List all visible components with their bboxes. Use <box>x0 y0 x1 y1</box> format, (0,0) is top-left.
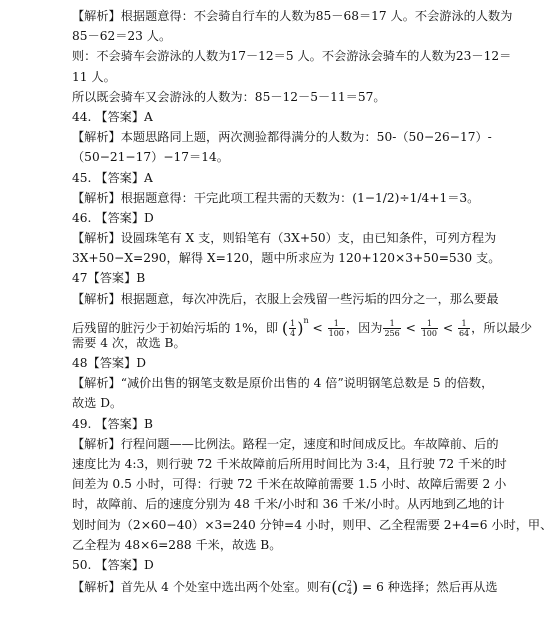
fraction: $\frac{1}{100}$ <box>328 318 344 338</box>
text-segment: 后残留的脏污少于初始污垢的 1%，即 <box>72 320 279 335</box>
text-line: 故选 D。 <box>72 396 123 411</box>
text-line: 划时间为（2×60−40）×3=240 分钟=4 小时，则甲、乙全程需要 2+4=6 小时，甲、 <box>72 517 552 532</box>
paren-open: ( <box>331 577 338 597</box>
text-segment: = 6 种选择；然后再从选 <box>358 580 498 595</box>
paren-open: ( <box>281 318 289 338</box>
less-than: < <box>442 320 454 335</box>
text-line: 速度比为 4:3，则行驶 72 千米故障前后所用时间比为 3:4，且行驶 72 千米的时 <box>72 456 507 471</box>
exponent-n: n <box>303 315 309 325</box>
text-segment: ，所以最少 <box>471 320 533 335</box>
less-than: < <box>405 320 416 335</box>
text-line: （50−21−17）−17＝14。 <box>72 150 229 165</box>
answer-heading-46: 46. 【答案】D <box>72 210 154 225</box>
text-line: 【解析】本题思路同上题，两次测验都得满分的人数为：50-（50−26−17）- <box>72 130 492 145</box>
text-line: 3X+50−X=290，解得 X=120，题中所求应为 120+120×3+50=530 支。 <box>72 251 501 266</box>
fraction: $\frac{1}{256}$ <box>384 318 400 338</box>
text-line: 乙全程为 48×6=288 千米，故选 B。 <box>72 537 282 552</box>
text-line: 11 人。 <box>72 69 116 84</box>
text-segment: ，因为 <box>345 320 383 335</box>
answer-heading-44: 44. 【答案】A <box>72 109 153 124</box>
text-line: 【解析】根据题意得：不会骑自行车的人数为85－68＝17 人。不会游泳的人数为 <box>72 9 513 23</box>
fraction: $\frac{1}{64}$ <box>458 318 470 338</box>
math-line <box>72 575 498 599</box>
text-line: 【解析】设圆珠笔有 X 支，则铅笔有（3X+50）支，由已知条件，可列方程为 <box>72 231 497 246</box>
text-line: 时，故障前、后的速度分别为 48 千米/小时和 36 千米/小时。从丙地到乙地的计 <box>72 497 505 512</box>
math-line <box>72 309 533 338</box>
paren-close: ) <box>351 577 359 597</box>
combination: C 2 4 <box>337 579 352 597</box>
answer-heading-45: 45. 【答案】A <box>72 170 153 185</box>
text-segment: 【解析】首先从 4 个处室中选出两个处室。则有 <box>72 580 332 595</box>
less-than: < <box>312 320 323 335</box>
text-line: 间差为 0.5 小时，可得：行驶 72 千米在故障前需要 1.5 小时、故障后需要 2 小 <box>72 477 507 492</box>
answer-heading-49: 49. 【答案】B <box>72 416 153 431</box>
fraction: $\frac{1}{4}$ <box>290 318 296 338</box>
text-line: 【解析】根据题意，每次冲洗后，衣服上会残留一些污垢的四分之一，那么要最 <box>72 291 499 306</box>
text-line: 85－62＝23 人。 <box>72 29 172 44</box>
text-line: 所以既会骑车又会游泳的人数为：85－12－5－11＝57。 <box>72 89 386 104</box>
text-line: 【解析】行程问题——比例法。路程一定，速度和时间成反比。车故障前、后的 <box>72 436 499 451</box>
answer-heading-48: 48【答案】D <box>72 356 147 370</box>
fraction: $\frac{1}{100}$ <box>421 318 437 338</box>
paren-close: ) <box>297 318 304 338</box>
answer-heading-50: 50. 【答案】D <box>72 557 154 572</box>
text-line: 【解析】“减价出售的钢笔支数是原价出售的 4 倍”说明钢笔总数是 5 的倍数， <box>72 376 494 391</box>
text-line: 【解析】根据题意得：干完此项工程共需的天数为：(1−1/2)÷1/4+1＝3。 <box>72 190 480 205</box>
answer-heading-47: 47【答案】B <box>72 271 146 286</box>
text-line: 需要 4 次，故选 B。 <box>72 335 186 350</box>
text-line: 则：不会骑车会游泳的人数为17－12＝5 人。不会游泳会骑车的人数为23－12＝ <box>72 49 512 64</box>
